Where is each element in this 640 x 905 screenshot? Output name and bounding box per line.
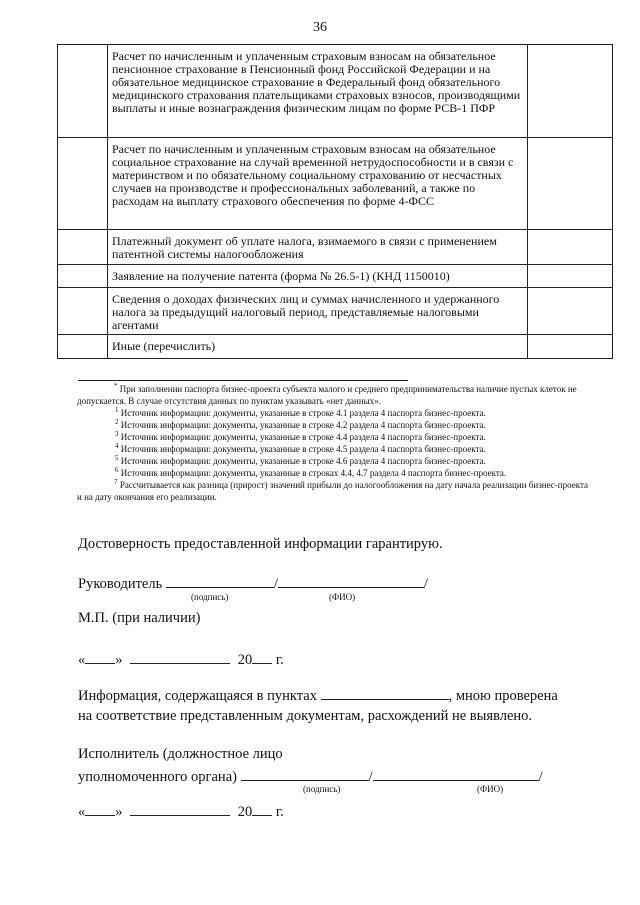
executor-signature-line: уполномоченного органа) / /: [78, 769, 543, 785]
date-line: « » 20 г.: [78, 652, 284, 668]
footnote-divider: [78, 380, 408, 381]
month-field[interactable]: [130, 650, 230, 664]
items-field[interactable]: [321, 686, 449, 700]
guarantee-statement: Достоверность предоставленной информации гарантирую.: [78, 536, 443, 552]
head-signature-line: Руководитель / /: [78, 576, 428, 592]
table-row: [58, 230, 613, 265]
signature-caption: (подпись): [191, 592, 229, 602]
table-cell: Сведения о доходах физических лиц и суммах начисленного и удержанного налога за предыдущий налоговый период, представляемые налоговыми агентами: [108, 288, 528, 335]
footnote: $^7$ Рассчитывается как разница (прирост) значений прибыли до налогообложения на дату начала реализации бизнес-проекта и на дату окончания его реализации.: [77, 478, 588, 502]
date-line: « » 20 г.: [78, 804, 284, 820]
name-caption: (ФИО): [477, 784, 504, 794]
head-label: Руководитель: [78, 576, 163, 592]
stamp-label: М.П. (при наличии): [78, 610, 201, 626]
executor-signature-field[interactable]: [241, 767, 369, 781]
head-signature-field[interactable]: [166, 574, 274, 588]
page-number: 36: [313, 20, 327, 35]
day-field[interactable]: [85, 650, 115, 664]
footnote: $^2$ Источник информации: документы, указанные в строке 4.2 раздела 4 паспорта бизнес-проекта.: [115, 418, 486, 430]
table-row: [58, 335, 613, 359]
day-field[interactable]: [85, 802, 115, 816]
table-cell: Заявление на получение патента (форма № 26.5-1) (КНД 1150010): [108, 265, 528, 288]
table-row: [58, 265, 613, 288]
executor-name-field[interactable]: [373, 767, 539, 781]
footnote: $^6$ Источник информации: документы, указанные в строках 4.4, 4.7 раздела 4 паспорта бизнес-проекта.: [115, 466, 507, 478]
footnote: $^1$ Источник информации: документы, указанные в строке 4.1 раздела 4 паспорта бизнес-проекта.: [115, 406, 486, 418]
footnote: * При заполнении паспорта бизнес-проекта субъекта малого и среднего предпринимательства наличие пустых клеток не допускается. В случае отсутствия данных по пунктам указывать «нет данных».: [77, 382, 577, 406]
footnote: $^3$ Источник информации: документы, указанные в строке 4.4 раздела 4 паспорта бизнес-проекта.: [115, 430, 486, 442]
table-cell: Иные (перечислить): [108, 335, 528, 359]
verification-statement: Информация, содержащаяся в пунктах , мною проверена на соответствие представленным документам, расхождений не выявлено.: [78, 688, 558, 724]
year-field[interactable]: [252, 650, 272, 664]
name-caption: (ФИО): [329, 592, 356, 602]
signature-caption: (подпись): [303, 784, 341, 794]
year-field[interactable]: [252, 802, 272, 816]
table-row: [58, 45, 613, 138]
table-cell: Платежный документ об уплате налога, взимаемого в связи с применением патентной системы налогообложения: [108, 230, 528, 265]
month-field[interactable]: [130, 802, 230, 816]
table-cell: Расчет по начисленным и уплаченным страховым взносам на обязательное социальное страхование на случай временной нетрудоспособности и в связи с материнством и по обязательному социальному страхованию от несчастных случаев на производстве и профессиональных заболеваний, а также по расходам на выплату страхового обеспечения по форме 4-ФСС: [108, 138, 528, 230]
table-row: [58, 288, 613, 335]
head-name-field[interactable]: [278, 574, 424, 588]
footnotes: [78, 380, 588, 503]
executor-label: Исполнитель (должностное лицо: [78, 746, 283, 762]
footnote: $^4$ Источник информации: документы, указанные в строке 4.5 раздела 4 паспорта бизнес-проекта.: [115, 442, 486, 454]
table-cell: Расчет по начисленным и уплаченным страховым взносам на обязательное пенсионное страхование в Пенсионный фонд Российской Федерации и на обязательное медицинское страхование в Федеральный фонд обязательного медицинского страхования плательщиками страховых взносов, производящими выплаты и иные вознаграждения физическим лицам по форме РСВ-1 ПФР: [108, 45, 528, 138]
documents-table: [57, 44, 613, 359]
footnote: $^5$ Источник информации: документы, указанные в строке 4.6 раздела 4 паспорта бизнес-проекта.: [115, 454, 486, 466]
table-row: [58, 138, 613, 230]
